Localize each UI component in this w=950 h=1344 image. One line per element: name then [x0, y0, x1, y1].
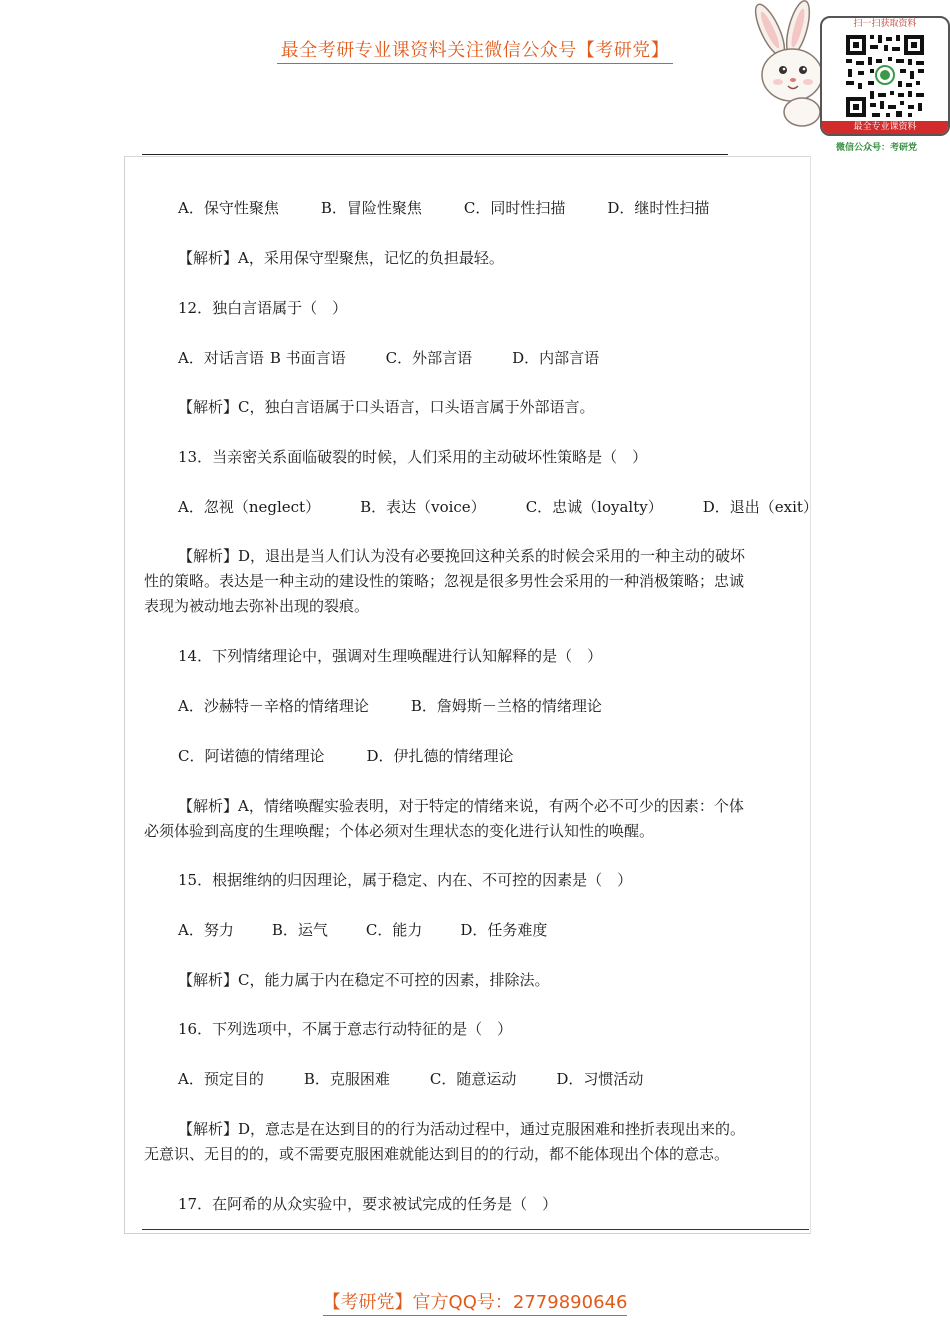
footer-contact: 【考研党】官方QQ号：2779890646 [0, 1288, 950, 1314]
q14-question: 14．下列情绪理论中，强调对生理唤醒进行认知解释的是（ ） [178, 647, 603, 665]
q12-question: 12．独白言语属于（ ） [178, 299, 348, 317]
option: D．习惯活动 [556, 1070, 644, 1088]
q13-analysis-line: 性的策略。表达是一种主动的建设性的策略；忽视是很多男性会采用的一种消极策略；忠诚 [144, 572, 745, 590]
q12-analysis: 【解析】C，独白言语属于口头语言，口头语言属于外部语言。 [178, 398, 595, 416]
option: A．预定目的 [178, 1070, 264, 1088]
bottom-divider [142, 1229, 809, 1230]
rabbit-mascot-icon [740, 0, 830, 130]
q13-analysis-line: 表现为被动地去弥补出现的裂痕。 [144, 597, 370, 615]
top-divider [142, 154, 728, 155]
option: C．外部言语 [385, 349, 473, 367]
option: C．同时性扫描 [463, 199, 566, 217]
q15-analysis: 【解析】C，能力属于内在稳定不可控的因素，排除法。 [178, 971, 550, 989]
option: C．阿诺德的情绪理论 [178, 747, 325, 765]
q16-analysis-line: 无意识、无目的的，或不需要克服困难就能达到目的的行动，都不能体现出个体的意志。 [144, 1145, 730, 1163]
q16-analysis-line: 【解析】D，意志是在达到目的的行为活动过程中，通过克服困难和挫折表现出来的。 [178, 1120, 746, 1138]
q14-analysis-line: 【解析】A，情绪唤醒实验表明，对于特定的情绪来说，有两个必不可少的因素：个体 [178, 797, 744, 815]
option: B 书面言语 [269, 349, 346, 367]
option: A．努力 [178, 921, 234, 939]
option: A．保守性聚焦 [178, 199, 279, 217]
option: C．随意运动 [429, 1070, 517, 1088]
header-banner: 最全考研专业课资料关注微信公众号【考研党】 [0, 36, 950, 62]
q14-options-row [178, 696, 602, 716]
q15-options [178, 920, 547, 940]
qr-top-label: 扫一扫获取资料 [853, 19, 917, 29]
q14-analysis-line: 必须体验到高度的生理唤醒；个体必须对生理状态的变化进行认知性的唤醒。 [144, 822, 655, 840]
q13-analysis-line: 【解析】D，退出是当人们认为没有必要挽回这种关系的时候会采用的一种主动的破坏 [178, 547, 746, 565]
q13-question: 13．当亲密关系面临破裂的时候，人们采用的主动破坏性策略是（ ） [178, 448, 648, 466]
option: D．退出（exit） [702, 498, 818, 516]
option: A．沙赫特－辛格的情绪理论 [178, 697, 369, 715]
option: D．内部言语 [512, 349, 600, 367]
option: D．继时性扫描 [607, 199, 710, 217]
option: C．忠诚（loyalty） [525, 498, 663, 516]
q11-options [178, 198, 709, 218]
q16-options [178, 1069, 643, 1089]
option: B．冒险性聚焦 [320, 199, 422, 217]
q12-options [178, 348, 599, 368]
option: C．能力 [365, 921, 423, 939]
qr-bottom-label: 最全专业课资料 [822, 121, 948, 134]
option: D．任务难度 [460, 921, 548, 939]
qr-code-card [820, 16, 950, 136]
option: A．对话言语 [178, 349, 264, 367]
option: B．詹姆斯－兰格的情绪理论 [410, 697, 602, 715]
q11-analysis: 【解析】A，采用保守型聚焦，记忆的负担最轻。 [178, 249, 504, 267]
q15-question: 15．根据维纳的归因理论，属于稳定、内在、不可控的因素是（ ） [178, 871, 633, 889]
q13-options [178, 497, 818, 517]
option: A．忽视（neglect） [178, 498, 321, 516]
option: B．运气 [271, 921, 328, 939]
q17-question: 17．在阿希的从众实验中，要求被试完成的任务是（ ） [178, 1195, 558, 1213]
qr-code-icon [844, 33, 926, 119]
option: B．克服困难 [303, 1070, 390, 1088]
q16-question: 16．下列选项中，不属于意志行动特征的是（ ） [178, 1020, 513, 1038]
wechat-account-label: 微信公众号：考研党 [836, 143, 918, 153]
option: B．表达（voice） [360, 498, 486, 516]
option: D．伊扎德的情绪理论 [366, 747, 514, 765]
q14-options-row [178, 746, 514, 766]
